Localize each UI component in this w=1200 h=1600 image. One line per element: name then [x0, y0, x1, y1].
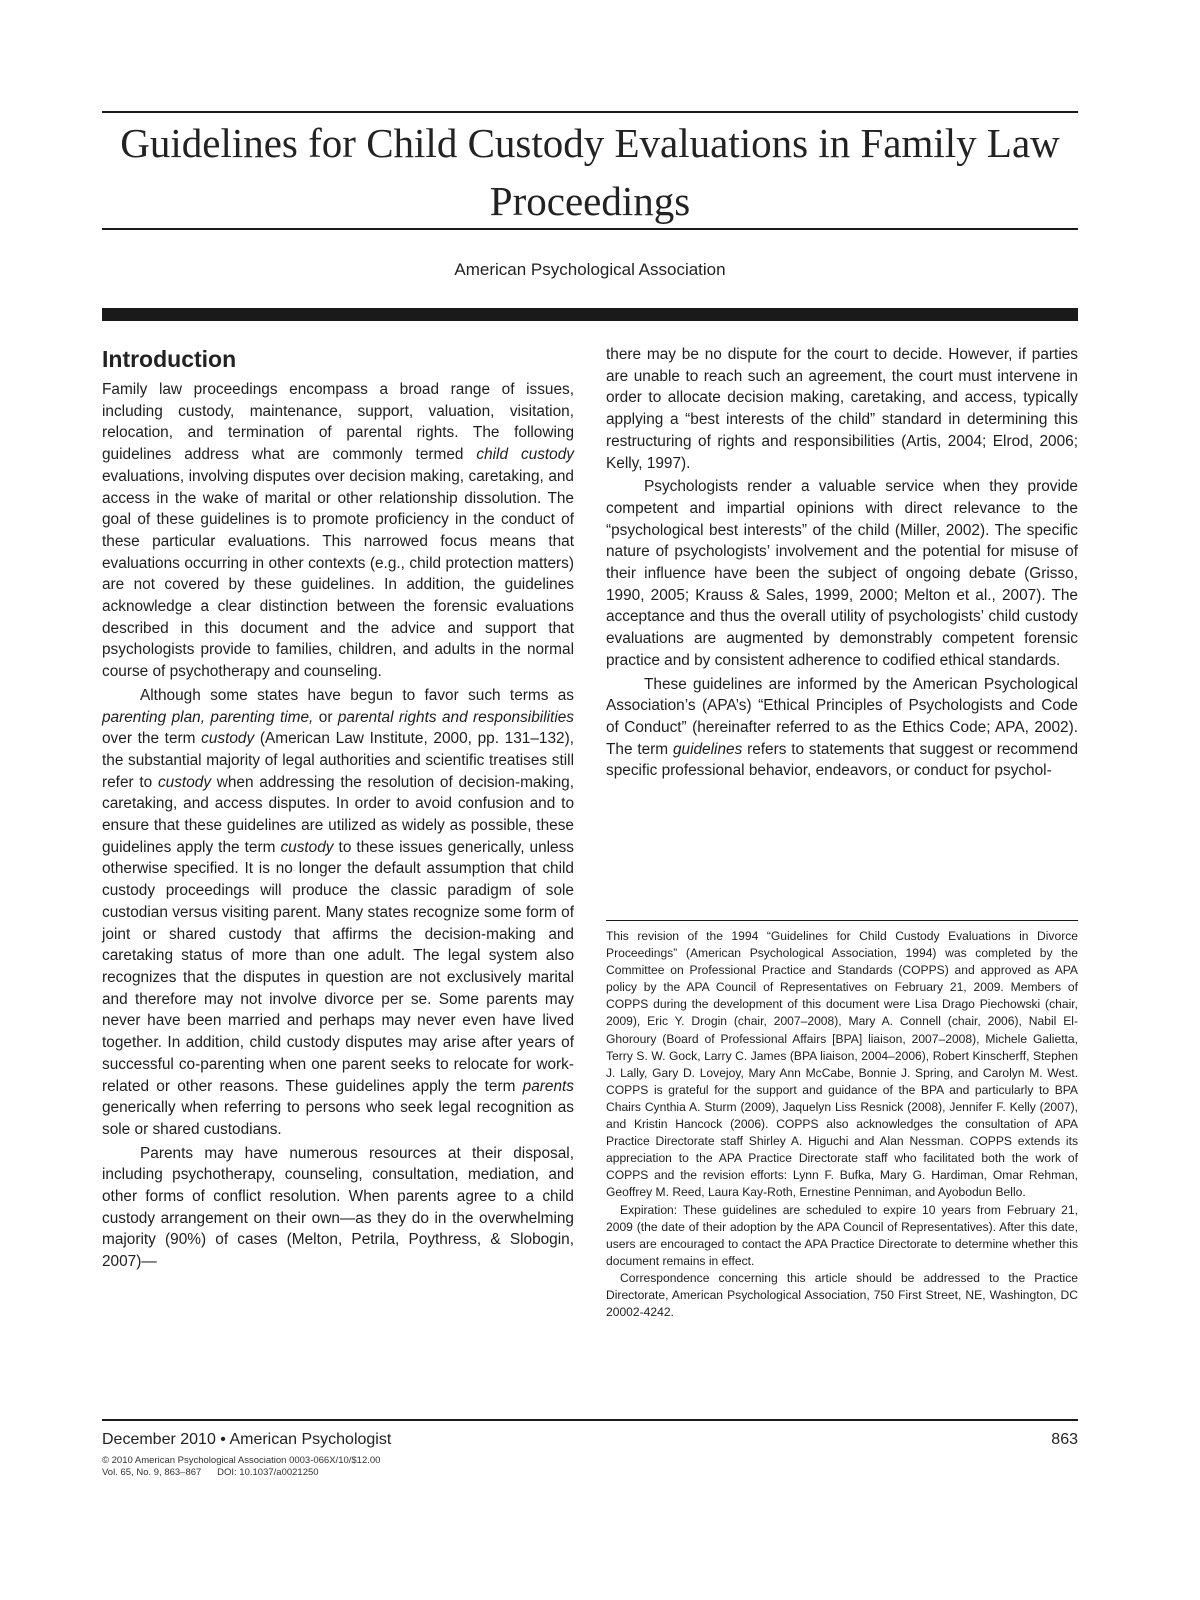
- author-line: American Psychological Association: [454, 260, 726, 279]
- italic-term: custody: [280, 838, 334, 856]
- journal-footer: December 2010 • American Psychologist: [102, 1431, 392, 1448]
- italic-term: parents: [522, 1077, 574, 1095]
- title-bottom-rule: [102, 228, 1078, 230]
- top-rule: [102, 111, 1078, 113]
- body-paragraph: Parents may have numerous resources at their disposal, including psychotherapy, counseling, consultation, mediation, and other forms of conflict resolution. When parents agree to a child custody arrangement on their own—as they do in the overwhelming majority (90%) of cases (Melton, Petrila, Poythress, & Slobogin, 2007)—: [102, 1144, 574, 1271]
- italic-term: custody: [157, 773, 212, 791]
- italic-term: guidelines: [672, 740, 743, 758]
- body-paragraph: there may be no dispute for the court to decide. However, if parties are unable to reach such an agreement, the court must intervene in order to allocate decision making, caretaking, and access, typically applying a “best interests of the child” standard in determining this restructuring of rights and responsibilities (Artis, 2004; Elrod, 2006; Kelly, 1997).: [606, 346, 1078, 472]
- italic-term: custody: [201, 730, 255, 748]
- body-paragraph: These guidelines are informed by the American Psychological Association’s (APA’s) “Ethical Principles of Psychologists and Code of Conduct” (hereinafter referred to as the Ethics Code; APA, 2002). The term guidelines refers to statements that suggest or recommend specific professional behavior, endeavors, or conduct for psychol-: [606, 675, 1078, 780]
- right-column: [606, 344, 1078, 782]
- italic-term: parenting plan, parenting time,: [102, 708, 314, 726]
- copyright-block: [102, 1455, 380, 1478]
- body-paragraph: Family law proceedings encompass a broad range of issues, including custody, maintenance, support, valuation, visitation, relocation, and termination of parental rights. The following guidelines address what are commonly termed child custody evaluations, involving disputes over decision making, caretaking, and access in the wake of marital or other relationship dissolution. The goal of these guidelines is to promote proficiency in the conduct of these particular evaluations. This narrowed focus means that evaluations occurring in other contexts (e.g., child protection matters) are not covered by these guidelines. In addition, the guidelines acknowledge a clear distinction between the forensic evaluations described in this document and the advice and support that psychologists provide to families, children, and adults in the normal course of psychotherapy and counseling.: [102, 381, 574, 681]
- footer-rule: [102, 1419, 1078, 1421]
- body-paragraph: Psychologists render a valuable service when they provide competent and impartial opinions with direct relevance to the “psychological best interests” of the child (Miller, 2002). The specific nature of psychologists’ involvement and the potential for misuse of their influence have been the subject of ongoing debate (Grisso, 1990, 2005; Krauss & Sales, 1999, 2000; Melton et al., 2007). The acceptance and thus the overall utility of psychologists’ child custody evaluations are augmented by demonstrably competent forensic practice and by consistent adherence to codified ethical standards.: [606, 478, 1078, 669]
- footnote: [606, 928, 1078, 1321]
- footnote-rule: [606, 920, 1078, 921]
- section-heading: Introduction: [102, 346, 237, 372]
- italic-term: child custody: [476, 446, 574, 464]
- footnote-paragraph: Expiration: These guidelines are scheduled to expire 10 years from February 21, 2009 (the date of their adoption by the APA Council of Representatives). After this date, users are encouraged to contact the APA Practice Directorate to determine whether this document remains in effect.: [606, 1202, 1078, 1268]
- body-paragraph: Although some states have begun to favor such terms as parenting plan, parenting time, or parental rights and responsibilities over the term custody (American Law Institute, 2000, pp. 131–132), the substantial majority of legal authorities and scientific treatises still refer to custody when addressing the resolution of decision-making, caretaking, and access disputes. In order to avoid confusion and to ensure that these guidelines are utilized as widely as possible, these guidelines apply the term custody to these issues generically, unless otherwise specified. It is no longer the default assumption that child custody proceedings will produce the classic paradigm of sole custodian versus visiting parent. Many states recognize some form of joint or shared custody that affirms the decision-making and caretaking status of more than one adult. The legal system also recognizes that the disputes in question are not exclusively marital and therefore may not involve divorce per se. Some parents may never have been married and perhaps may never even have lived together. In addition, child custody disputes may arise after years of successful co-parenting when one parent seeks to relocate for work-related or other reasons. These guidelines apply the term parents generically when referring to persons who seek legal recognition as sole or shared custodians.: [102, 686, 575, 1138]
- page-number: 863: [1051, 1431, 1078, 1448]
- article-title: Guidelines for Child Custody Evaluations in Family Law Proceedings: [120, 120, 1060, 224]
- footnote-paragraph: Correspondence concerning this article should be addressed to the Practice Directorate, American Psychological Association, 750 First Street, NE, Washington, DC 20002-4242.: [606, 1270, 1078, 1320]
- left-column: [102, 344, 574, 1273]
- volume-line: Vol. 65, No. 9, 863–867 DOI: 10.1037/a0021250: [102, 1466, 319, 1478]
- copyright-line: © 2010 American Psychological Association 0003-066X/10/$12.00: [102, 1455, 381, 1466]
- thick-divider: [102, 308, 1078, 321]
- footnote-paragraph: This revision of the 1994 “Guidelines for Child Custody Evaluations in Divorce Proceedings” (American Psychological Association, 1994) was completed by the Committee on Professional Practice and Standards (COPPS) and approved as APA policy by the APA Council of Representatives on February 21, 2009. Members of COPPS during the development of this document were Lisa Drago Piechowski (chair, 2009), Eric Y. Drogin (chair, 2007–2008), Mary A. Connell (chair, 2006), Nabil El-Ghoroury (Board of Professional Affairs [BPA] liaison, 2007–2008), Michele Galietta, Terry S. W. Gock, Larry C. James (BPA liaison, 2004–2006), Robert Kinscherff, Stephen J. Lally, Gary D. Lovejoy, Mary Ann McCabe, Bonnie J. Spring, and Carolyn M. West. COPPS is grateful for the support and guidance of the BPA and particularly to BPA Chairs Cynthia A. Sturm (2009), Jaquelyn Liss Resnick (2008), Jennifer F. Kelly (2007), and Kristin Hancock (2006). COPPS also acknowledges the consultation of APA Practice Directorate staff Shirley A. Higuchi and Alan Nessman. COPPS extends its appreciation to the APA Practice Directorate staff who facilitated both the work of COPPS and the revision efforts: Lynn F. Bufka, Mary G. Hardiman, Omar Rehman, Geoffrey M. Reed, Laura Kay-Roth, Ernestine Penniman, and Ayobodun Bello.: [606, 929, 1078, 1200]
- italic-term: parental rights and responsibilities: [337, 708, 574, 726]
